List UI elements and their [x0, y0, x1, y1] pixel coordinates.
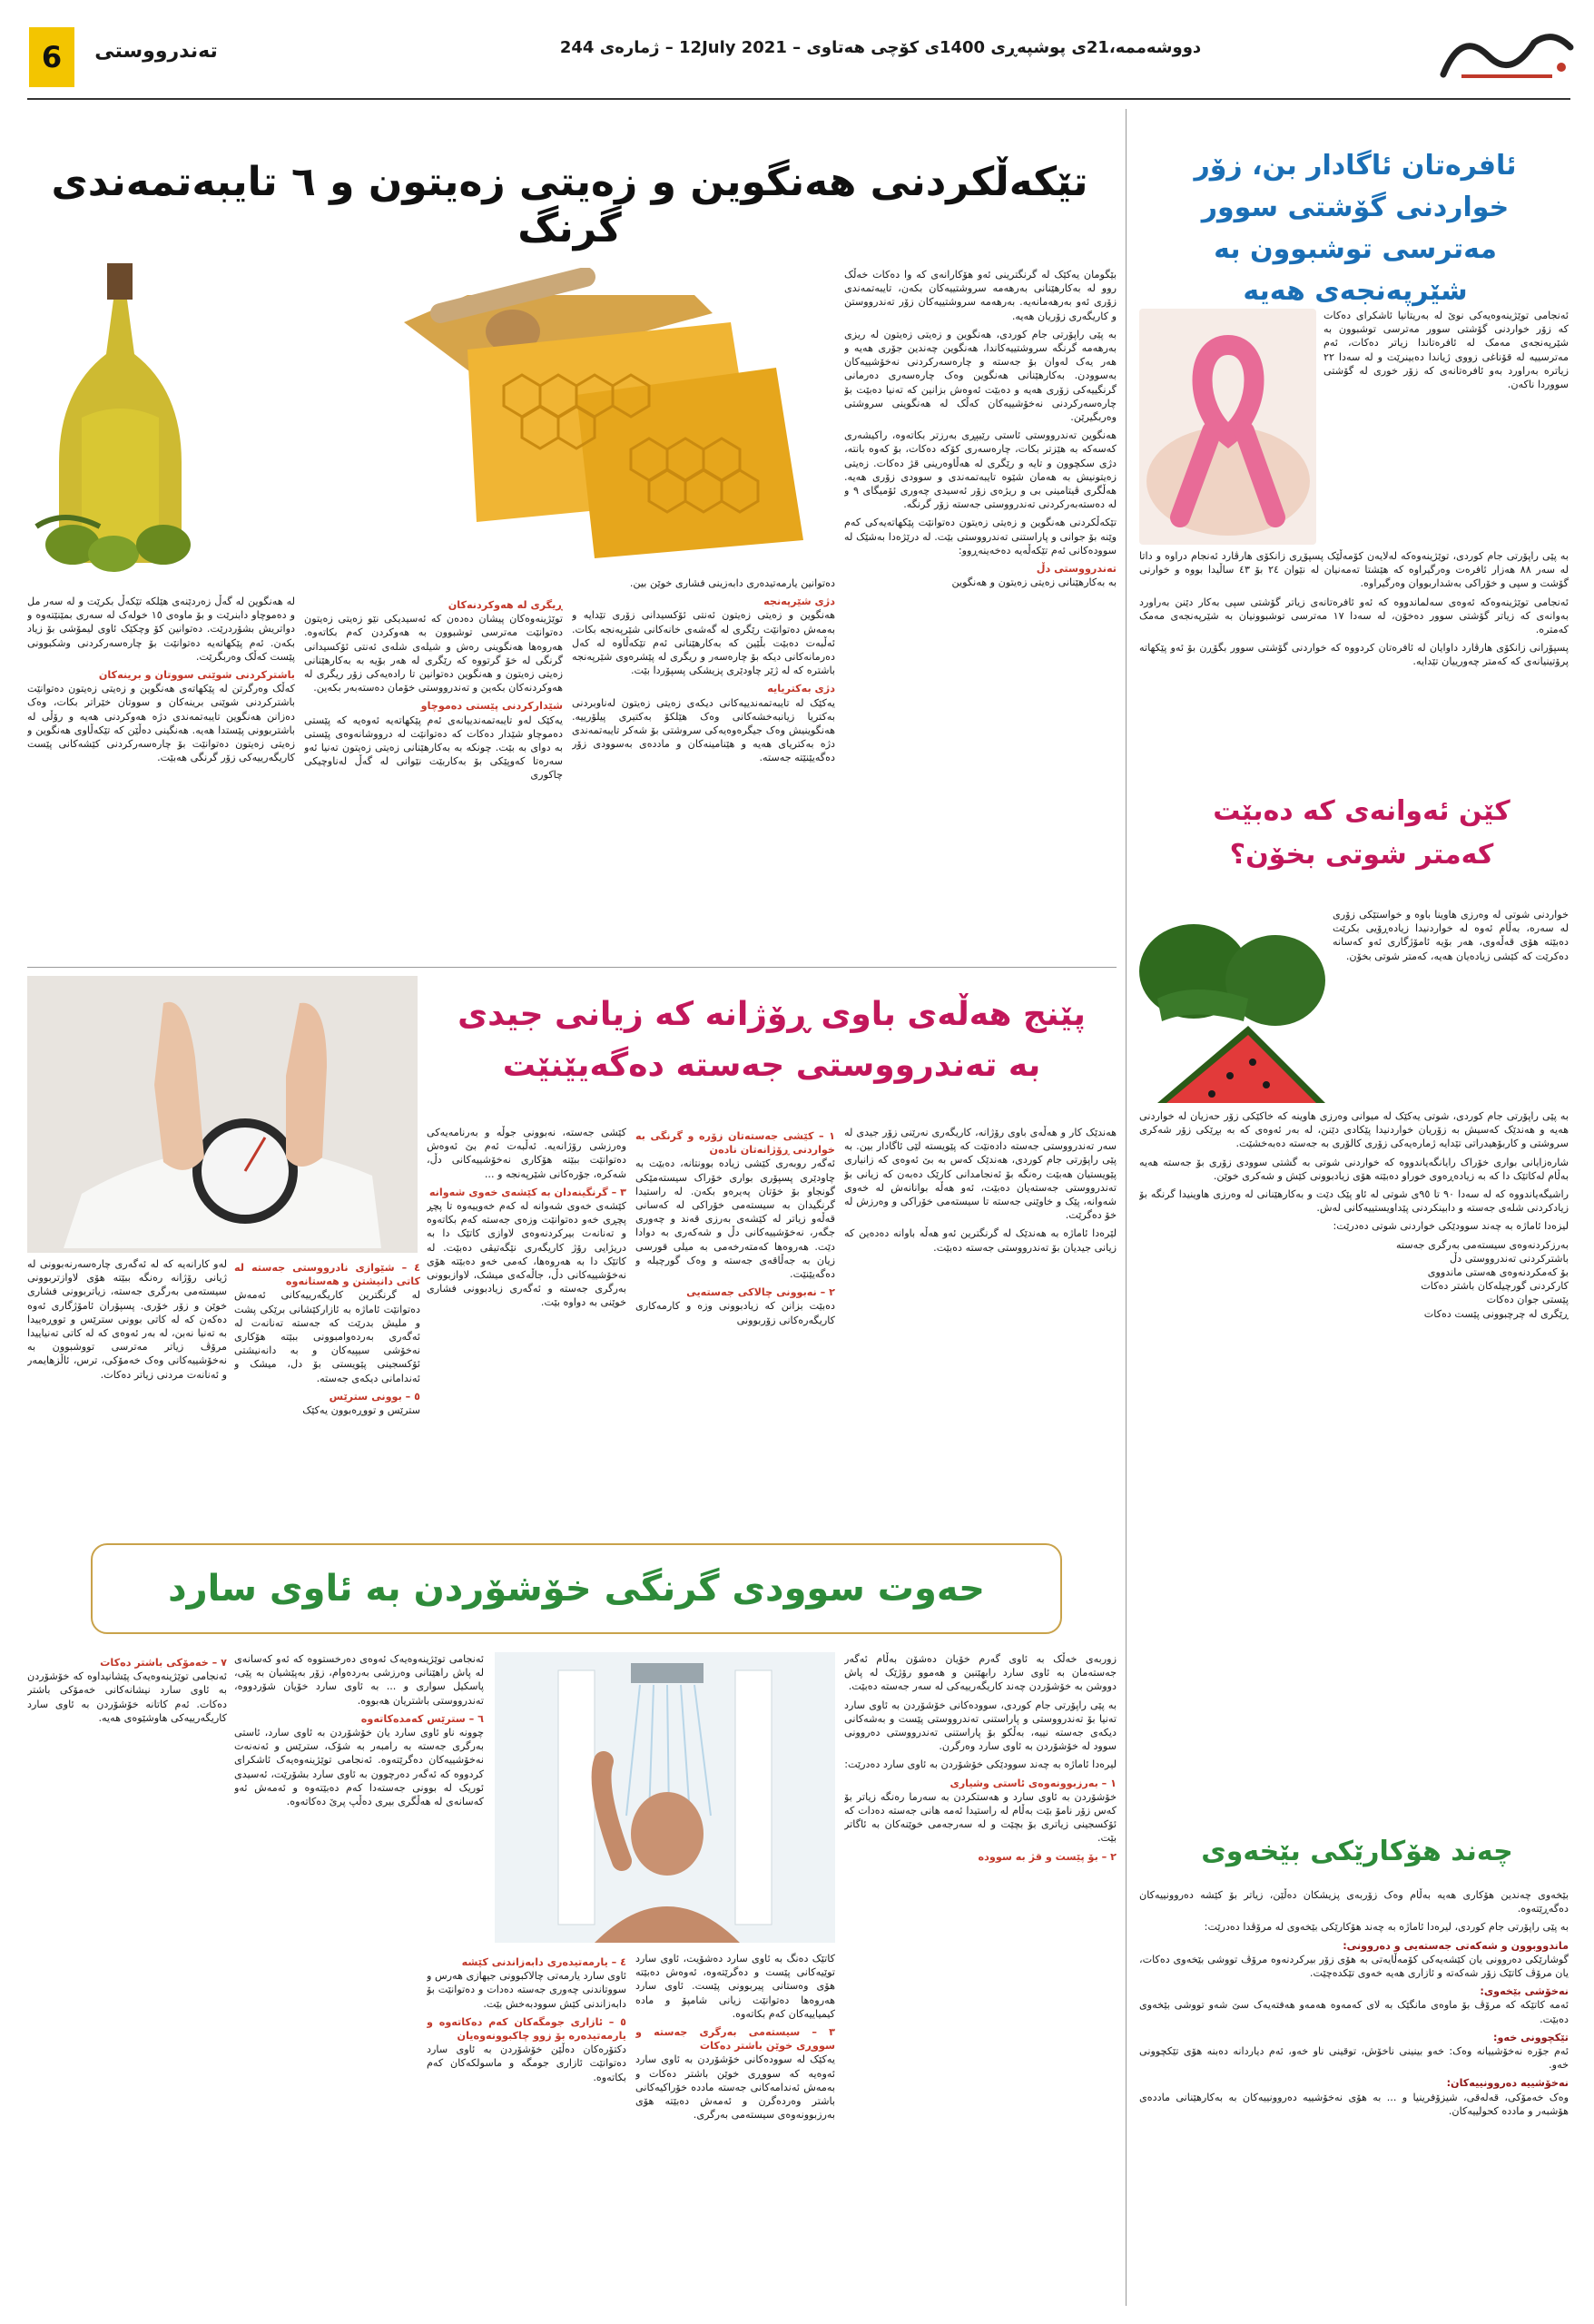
watermelon-image: [1139, 917, 1325, 1103]
pink-ribbon-image: [1139, 309, 1316, 545]
right-text-2: بە پێی راپۆرتی جام کوردی، توێژینەوەکە لەلایەن کۆمەڵێک پسپۆڕی زانکۆی هارڤارد ئەنجام دراوە و داتا لە سەر ٨٨ هەزار ئافرەت وەرگیراوە کە هێشتا تەمەنیان لە نێوان ٢٤ بۆ ٤٣ ساڵیدا بووە و خوارنی گۆشت و سپی و خۆراکی بەشداربووان وەرگیراوە. ئەنجامی توێژینەوەکە ئەوەی سەلماندووە کە ئەو ئافرەتانەی زیاتر گۆشتی سپی بەکار دێنن بەراورد بەوانەی کە زیاتر گۆشتی سوور دەخۆن، لە سەدا ١٧ مەترسی توشبوونیان بە شێرپەنجەی مەمک کەمترە. پسپۆرانی زانکۆی هارڤارد داوایان لە ئافرەتان کردووە کە خواردنی گۆشتی سوور بگۆڕن بۆ ئەو پێکهاتە پرۆتینیانەی کە کەمتر چەورییان تێدایە.: [1139, 550, 1569, 668]
benefit-item: باشترکردنی تەندرووستی دڵ: [1450, 1252, 1569, 1265]
bottom-headline: حەوت سوودی گرنگی خۆشۆردن بە ئاوی سارد: [168, 1568, 985, 1610]
benefit-item: پێستی جوان دەکات: [1486, 1294, 1569, 1306]
right-text-5: بێخەوی چەندین هۆکاری هەیە بەڵام وەک زۆربەی پزیشکان دەڵێن، زیاتر بۆ کێشە دەروونییەکان دەگەڕێتەوە. بە پێی راپۆرتی جام کوردی، لیرەدا ئاماژە بە چەند هۆکارێکی بێخەوی لە مرۆڤدا دەدرێت: ماندووبوون و شەکەتی جەستەیی و دەروونی: گوشارێکی دەروونی یان کێشەیەکی کۆمەڵایەتی بە هۆی زۆر بیرکردنەوە مرۆڤ تووشی بێخەوی دەکات، یان مرۆڤ کاتێک زۆر شەکەتە و ئازاری هەیە خەوی تێکدەچێت. نەخۆشی بێخەوی: ئەمە کاتێکە کە مرۆڤ بۆ ماوەی مانگێک بە لای کەمەوە هەمەو هەفتەیەک سێ شەو تووشی بێخەوی دەبێت. تێکچوونی خەو: ئەم جۆرە نەخۆشییانە وەک: خەو بینینی ناخۆش، توقینی ناو خەو، ئەم دیاردانە دەبنە هۆی تێکچوونی خەو. نەخۆشییە دەروونییەکان: وەک خەمۆکی، قەلەقی، شیزۆفرینیا و ... بە هۆی نەخۆشییە دەروونییەکان بە بەکارهێنانی ماددەی هۆشبەر و ماددە کحولییەکان.: [1139, 1889, 1569, 2117]
middle-headline: [427, 990, 1117, 1091]
top-headline: تێکەڵکردنی هەنگوین و زەیتی زەیتون و ٦ تایبەتمەندی گرنگ: [51, 159, 1088, 251]
right-text-1: ئەنجامی توێژینەوەیەکی نوێ لە بەریتانیا ئاشکرای دەکات کە زۆر خواردنی گۆشتی سوور مەترسی توشبوون بە شێرپەنجەی مەمک لە ئافرەتاندا زیاتر دەکات، ئەم مەترسییە لە قۆناغی زووی ژیاندا دەبینرێت و لە سەدا ٢٢ زیاترە بەراورد بەو ئافرەتانەی کە زۆر خوری لە گۆشتی سووردا ناکەن.: [1323, 310, 1569, 391]
right-headline-1: ئافرەتان ئاگادار بن، زۆر خواردنی گۆشتی سوور مەترسی توشبوون بە شێرپەنجەی هەیە: [1194, 150, 1517, 307]
bottom-col-1: زوربەی خەڵک بە ئاوی گەرم خۆیان دەشۆن بەڵام ئەگەر جەستەمان بە ئاوی سارد رابهێنین و هەموو رۆژێک لە پاش دووشن بە خۆشۆردن چەند کاریگەرییەکی لە سەر جەستە دەبێت. بە پێی راپۆرتی جام کوردی، سوودەکانی خۆشۆردن بە ئاوی سارد تەنیا بۆ تەندرووستی و پاراستنی تەندرووستی پێست و بەشەکانی دیکەی جەستە نییە، بەڵکو بۆ پاراستنی تەندرووستی دەروونی سوود لە خۆشۆردن بە ئاوی سارد وەرگرن. لیرەدا ئاماژە بە چەند سوودێکی خۆشۆردن بە ئاوی سارد دەدرێت: ١ – بەرزبوونەوەی ئاستی وشیاری خۆشۆردن بە ئاوی سارد و هەستکردن بە سەرما رەنگە زیاتر بۆ کەس زۆر نامۆ بێت بەڵام لە راستیدا ئەمە هانی جەستە دەدات کە ئۆکسجینی زیاتری بۆ بچێت و لە سەرجەمی خوێنەکان بە ئاگاتر بێت. ٢ – بۆ پێست و قژ بە سوودە: [844, 1653, 1117, 1863]
right-headline-2: کێن ئەوانەی کە دەبێت کەمتر شوتی بخۆن؟: [1213, 795, 1510, 871]
olive-oil-image: [27, 254, 213, 581]
bottom-col-2: کاتێک دەنگ بە ئاوی سارد دەشۆیت، ئاوی سارد توێیەکانی پێست و دەگرێتەوە، ئەوەش دەبێتە هۆی وەستانی پیربوونی پێست. ئاوی سارد هەروەها دەتوانێت زیانی شامپۆ و مادە کیمیاییەکان کەم بکاتەوە. ٣ – سیستەمی بەرگری جەستە و سووڕی خوێن باشتر دەکات یەکێک لە سوودەکانی خۆشۆردن بە ئاوی سارد ئەوەیە کە سووڕی خوێن باشتر دەکات و بەمەش ئەندامەکانی جەستە ماددە خۆراکیەکانی باشتر وەردەگرن و ئەمەش دەبێتە هۆی بەرزبوونەوەی سیستەمی بەرگری.: [635, 1953, 835, 2122]
benefit-item: ڕێگری لە چرچبوونی پێست دەکات: [1423, 1307, 1569, 1320]
masthead: [0, 0, 1594, 100]
bottom-col-4: ئەنجامی توێژینەوەیەک ئەوەی دەرخستووە کە ئەو کەسانەی لە پاش راهێنانی وەرزشی بەردەوام، زۆر بەپێشیان بە پێی، پاسکیل سواری و ... بە ئاوی سارد خۆیان شۆردووە، تەندرووستی باشتریان هەبووە. ٦ – سترێس کەمدەکاتەوە چوونە ناو ئاوی سارد یان خۆشۆردن بە ئاوی سارد، ئاستی بەرگری جەستە بە رامبەر بە شۆک، سترێس و ئەنەنەت نەخۆشییەکان دەگرێتەوە. ئەنجامی توێژینەوەیەک ئاشکرای کردووە کە ئەگەر دەرچوون بە ئاوی سارد بشۆرێت، ئەسیدی ئوریک لە بوونی جەستەدا کەم دەبێتەوە و ئەمەش ئەو کەسانەی لە هەڵگری بیری دەڵپ پرێ دەکاتەوە.: [234, 1653, 484, 1808]
right-headline-3: چەند هۆکارێکی بێخەوی: [1201, 1836, 1513, 1867]
honeycomb-image: [349, 268, 831, 567]
logo-mark: [1425, 20, 1579, 93]
top-col-3: ڕیگری لە هەوکردنەکان توێژینەوەکان پیشان دەدەن کە ئەسیدیکی نێو زەیتی زەیتون دەتوانێت مەترسی توشبوون بە هەوکردن کەم بکاتەوە. هەروەها هەنگوینی رەش و شیلەی شلەی ئەنتی ئۆکسیدانی گرنگی لە خۆ گرتووە کە رێگری لە هەر بۆیە بە بەکارهێنانی زەیتی زەیتون و هەنگوین دەتوانین تا رادەیەکی زۆر ریگری لە هەوکردنەکان بکەین و تەندرووستی خۆمان دەستەبەر بکەین. شێدارکردنی پێستی دەموچاو یەکێک لەو تایبەتمەندییانەی ئەم پێکهاتەیە ئەوەیە کە پێستی دەموچاو شێدار دەکات کە دەتوانێت لە درووشانەوەی پێستی بە دوای بە بێت. چونکە بە بەکارهێنانی زەیتی زەیتون تەنیا ئەو سەرەتا کەوپێکی بۆ بەکاربێت نێوانی لە گەڵ لەناوچیکی چاکوری: [304, 599, 563, 782]
section-divider: [27, 967, 1117, 968]
right-text-4: بە پێی راپۆرتی جام کوردی، شوتی یەکێک لە میوانی وەرزی هاوینە کە خاکێکی زۆر حەزیان لە خواردنی هەیە و هەندێک کەسیش بە زۆریان خواردنیدا پێکادی دێنن، لە بەر ئەوەی کە بە بڕێکی زۆر شەکری سروشتی و کاربۆهیدراتی تێدایە ژمارەیەکی زۆری کالۆری بە جەستە دەبەخشێت. شارەزایانی بواری خۆراک رایانگەیاندووە کە خواردنی شوتی بە گشتی سوودی زۆری بۆ جەستە هەیە بەڵام لەکاتێک دا کە بە زیادەڕەوی خوراو دەبێتە هۆی زیادبوونی کێش و شەکری خوێن. راشیگەیاندووە کە لە سەدا ٩٠ تا ٩٥ی شوتی لە ئاو پێک دێت و بەکارهێنانی لە وەرزی هاوینیدا گرنگە بۆ زیادکردنی شلەی جەستە و دابینکردنی پێداویستییەکانی لەش. لیزەدا ئاماژە بە چەند سوودێکی خواردنی شوتی دەدرێت: بەرزکردنەوەی سیستەمی بەرگری جەستە باشترکردنی تەندرووستی دڵ بۆ کەمکردنەوەی هەستی ماندووی کارکردنی گورچیلەکان باشتر دەکات پێستی جوان دەکات ڕێگری لە چرچبوونی پێست دەکات: [1139, 1110, 1569, 1320]
logo: [1425, 20, 1579, 93]
page-number-badge: [29, 27, 74, 87]
middle-col-1: هەندێک کار و هەڵەی باوی رۆژانە، کاریگەری نەرێنی زۆر جیدی لە سەر تەندرووستی جەستە دادەنێت کە پێویستە لێی ئاگادار بین. بە پێی راپۆرتی جام کوردی، هەندێک کەس بە بێ ئەوەی کە زانیاری پێویستیان هەبێت رەنگە بۆ ئەنجامدانی کارێک دەبەن کە زیانی بۆ تەندرووستی جەستەیان دەبێت، ئەو هەڵە بوانانەش لە خەوی شەوانە، پێک و خاوێنی جەستە تا سیستەمی خۆراکی و وەرزش لە خۆ دەگرێت. لێرەدا ئاماژە بە هەندێک لە گرنگترین ئەو هەڵە باوانە دەدەین کە زیانی جیدیان بۆ تەندرووستی جەستە دەبێت.: [844, 1127, 1117, 1254]
page-number: 6: [41, 40, 63, 74]
masthead-rule: [27, 98, 1570, 100]
top-col-4: لە هەنگوین لە گەڵ زەردێنەی هێلکە تێکەڵ بکرێت و لە سەر مل و دەموچاو دابنرێت و بۆ ماوەی ١٥ خولەک لە سەری بمێنێتەوە و دواتریش بشۆردرێت. دەتوانین کۆ وچکێک ئاوی لیمۆشی بۆ زیاد بکەن. ئەم پێکهاتەیە دەتوانێت بۆ چارەسەرکردنی وشکبوونی پێست کەڵک وەربگرێت. باشترکردنی شوێنی سووتان و برینەکان کەڵک وەرگرتن لە پێکهاتەی هەنگوین و زەیتی زەیتون دەتوانێت باشترکردنی شوێنی برینەکان و سووتان خێراتر بکات، وەک دەزانن هەنگوین تایبەتمەندی دژە هەوکردنی هەیە و رۆڵی لە باشتربوونی پێستدا هەیە. هەنگینی دەڵێن کە تێکەڵاوی هەنگوین و زەیتی زەیتون دەتوانێت بۆ چارەسەرکردنی کێشەکانی پێست کاریگەرییەکی زۆر گرنگی هەبێت.: [27, 596, 295, 764]
shower-image: [495, 1652, 835, 1943]
middle-col-2: ١ – کێشی جەستەتان زۆرە و گرنگی بە خواردنی ڕۆژانەتان نادەن ئەگەر روبەری کێشی زیادە بوونتانە، دەبێت بە چاودێری پسپۆری بواری خۆراک سیستەمێکی گونجاو بۆ خۆتان پەیرەو بکەن. لە راستیدا گرنگیدان بە سیستەمی خۆراکی لە کەسانی قەڵەو زیاتر لە کێشەی بەرزی قەند و چەوری جگەر، نەخۆشییەکانی دڵ و شەکەری بە دوادا دێت. هەروەها کەمتەرخەمی بە میلی قورسی زیان بە جەڵاقەی جەستە و وەک گورچیلە و دەگەیێنێت. ٢ – نەبوونی چالاکی جەستەیی دەبێت بزانن کە زیادبوونی وزە و کارمەکاری کاریگەرەکانی زۆربوونی: [635, 1130, 835, 1326]
bottom-col-3: ٤ – یارمەتیدەری دابەزاندنی کێشە ئاوی سارد یارمەتی چالاکبوونی جیهازی هەرس و سووتاندنی چەوری جەستە دەدات و دەتوانێت بۆ دابەزاندنی کێش سوودبەخش بێت. ٥ – ئازاری جومگەکان کەم دەکاتەوە و یارمەتیدەرە بۆ زوو چاکبوونەوەیان دکتۆرەکان دەڵێن خۆشۆردن بە ئاوی سارد دەتوانێت ئازاری جومگە و ماسولکەکان کەم بکاتەوە.: [427, 1956, 626, 2083]
middle-headline-line2: بە تەندرووستی جەستە دەگەیێنێت: [502, 1047, 1041, 1084]
top-col-2: دەتوانین یارمەتیدەری دابەزینی فشاری خوێن بین. دژی شێرپەنجە هەنگوین و زەیتی زەیتون ئەنتی ئۆکسیدانی زۆری تێدایە و بەمەش دەتوانێت رێگری لە گەشەی خانەکانی شێرپەنجە بکات. ئەڵبەت دەبێت بڵێین کە بەکارهێنانی ئەم تێکەڵاوە لە کەل دەرمانەکانی دیکە بۆ چارەسەر و ریگری لە پێشرەوی شێرپەنجە باشترە کە لە ژێر چاودێری پزیشکی پسپۆردا بێت. دژی بەکتریایە یەکێک لە تایبەتمەندییەکانی دیکەی زەیتی زەیتون لەناوبردنی بەکتریا زیانبەخشەکانی وەک هێلکۆ بەکتیری پیلۆرییە. هەنگوینیش وەک جیگرەوەیەکی سروشتی بۆ شەکر تایبەتمەندی دژە بەکتریای هەیە و هێنامینەکان و ماددەی بەسوودی زۆر دەگەیێنێتە جەستە.: [572, 577, 835, 764]
benefit-item: کارکردنی گورچیلەکان باشتر دەکات: [1421, 1280, 1569, 1293]
middle-col-3: کێشی جەستە، نەبوونی جوڵە و بەرنامەیەکی وەرزشی رۆژانەیە. ئەڵبەت ئەم بێ ئەوەش دەتوانێت ببێتە هۆکاری نەخۆشییەکانی دڵ، شەکرە، جۆرەکانی شێرپەنجە و ... ٣ – گرنگینەدان بە کێشەی خەوی شەوانە کێشەی خەوی شەوانە لە کەم خەوییەوە تا پچڕ پچڕی خەو دەتوانێت وزەی جەستە کەم بکاتەوە و تەنانەت بیرکردنەوەی لاوازی کاتێک دا بە دریژایی رۆژ کاریگەری نێگەتیڤی دەبێت. لە کاتێک دا بە هەروەها، کەمی خەو دەبێتە هۆی نەخۆشییەکانی دڵ، جاڵەکەی میشک، لاوازبوونی بەرگری جەستە و ئەگەری زیادبوونی فشاری خوێنی بە دواوە بێت.: [427, 1127, 626, 1309]
benefit-item: بەرزکردنەوەی سیستەمی بەرگری جەستە: [1395, 1238, 1569, 1251]
middle-col-5: لەو کارانەیە کە لە ئەگەری چارەسەرنەبوونی لە ژیانی رۆژانە رەنگە ببێتە هۆی لاوازتربوونی سیستەمی بەرگری جەستە، زیاتربوونی فشاری خوێن و زۆر خۆری. پسپۆران ئامۆژگاری ئەوە دەکەن کە لە کاتی بوونی سترێس و تووڕەییدا بە تەنیا نەبن، لە بەر ئەوەی کە لە کاتی تەنیاییدا مرۆڤ زیاتر مەترسی تووشبوون بە نەخۆشییەکانی وەک خەمۆکی، ترس، ئاڵزهایمەر و ئەنانەت مردنی زیاتر دەکات.: [27, 1258, 227, 1381]
bottom-headline-box: [91, 1543, 1062, 1634]
bottom-col-5: ٧ – خەمۆکی باشتر دەکات ئەنجامی توێژینەوەیەک پێشانیداوە کە خۆشۆردن بە ئاوی سارد نیشانەکانی خەمۆکی باشتر دەکات. ئەم کاتانە خۆشۆردن بە ئاوی سارد کاریگەرییەکی هاوشێوەی هەیە.: [27, 1657, 227, 1724]
right-column-divider: [1126, 109, 1127, 2306]
top-col-1: بێگومان یەکێک لە گرنگترینی ئەو هۆکارانەی کە وا دەکات خەڵک روو لە بەکارهێنانی بەرهەمە سروشتییەکان بکەن، تایبەتمەندی زۆری ئەو بەرهەمانەیە. بەرهەمە سروشتییەکان زۆر تەندرووستن و کاریگەری زۆریان هەیە. بە پێی راپۆرتی جام کوردی، هەنگوین و زەیتی زەیتون لە ریزی بەرهەمە گرنگە سروشتییەکاندا، هەنگوین چەندین جۆری هەیە و هەر یەک لەوان بۆ جەستە و چارەسەرکردنی نەخۆشییەکان بەسوودن. بەکارهێنانی هەنگوین وەک چارەسەری دەرمانی گرنگییەکی زۆری هەیە و دەبێت ئەوەش بزانین کە تەنیا دەبێت بۆ چارەسەرکردنی نەخۆشییەکان کەڵک لە هەنگوینی سروشتی وەربگیرێن. هەنگوین تەندرووستی ئاستی رێیپڕی بەرزتر بکاتەوە، راکیشەری کەسەکە بە هێزتر بکات، چارەسەری کۆکە دەکات، بۆ کەوە بانتە، دژی سکچوون و تایە و رێگری لە هەڵاوەرینی قژ دەکات. زەیتی زەیتونیش بە هەمان شێوە تایبەتمەندی و سوودی زۆری هەیە. هەڵگری ڤیتامینی بی و ریژەی زۆر ئەسیدی چەوری ئۆمیگای ٩ و لە دەستەبەرکردنی تەندرووستی جەستە زۆر گرنگە. تێکەڵکردنی هەنگوین و زەیتی زەیتون دەتوانێت پێکهاتەیەکی کەم وێنە بۆ جوانی و پاراستنی تەندرووستی بێت. لە درێژەدا بەشێک لە سوودەکانی ئەم تێکەڵەیە دەخەینەڕوو: تەندرووستی دڵ بە بەکارهێنانی زەیتی زەیتون و هەنگوین: [844, 269, 1117, 589]
scale-feet-image: [27, 976, 418, 1253]
middle-headline-line1: پێنج هەڵەی باوی ڕۆژانە کە زیانی جیدی: [458, 996, 1086, 1033]
dateline: دووشەممە،21ی پوشپەڕی 1400ی کۆچی هەتاوی – 12July 2021 – ژمارەی 244: [559, 38, 1202, 57]
section-name: تەندرووستی: [94, 40, 218, 63]
right-text-3: خواردنی شوتی لە وەرزی هاوینا باوە و خواستێکی زۆری لە سەرە، بەڵام ئەوە لە خواردنیدا زیادەڕۆیی بکرێت دەبێتە هۆی قەڵەوی، هەر بۆیە ئامۆژگاری ئەو کەسانە دەکرێت کە کێشی زیادەیان هەیە، کەمتر شوتی بخۆن.: [1333, 909, 1569, 962]
middle-col-4: ٤ – شێوازی نادرووستی جەستە لە کاتی دانیشتن و هەستانەوە لە گرنگترین کاریگەرییەکانی ئەمەش دەتوانێت ئاماژە بە ئازارکێشانی برێکی پشت و ملیش بدرێت کە جەستە تەنانەت لە ئەگەری بەردەوامبوونی ببێتە هۆکاری نەخۆشی سیپیەکان و بە دانەنیشتی ئۆکسجینی پێویستی بۆ دل، میشک و ئەندامانی دیکەی جەستە. ٥ – بوونی سترێس سترێس و تووڕەبوون یەکێک: [234, 1262, 420, 1417]
benefit-item: بۆ کەمکردنەوەی هەستی ماندووی: [1427, 1266, 1569, 1279]
